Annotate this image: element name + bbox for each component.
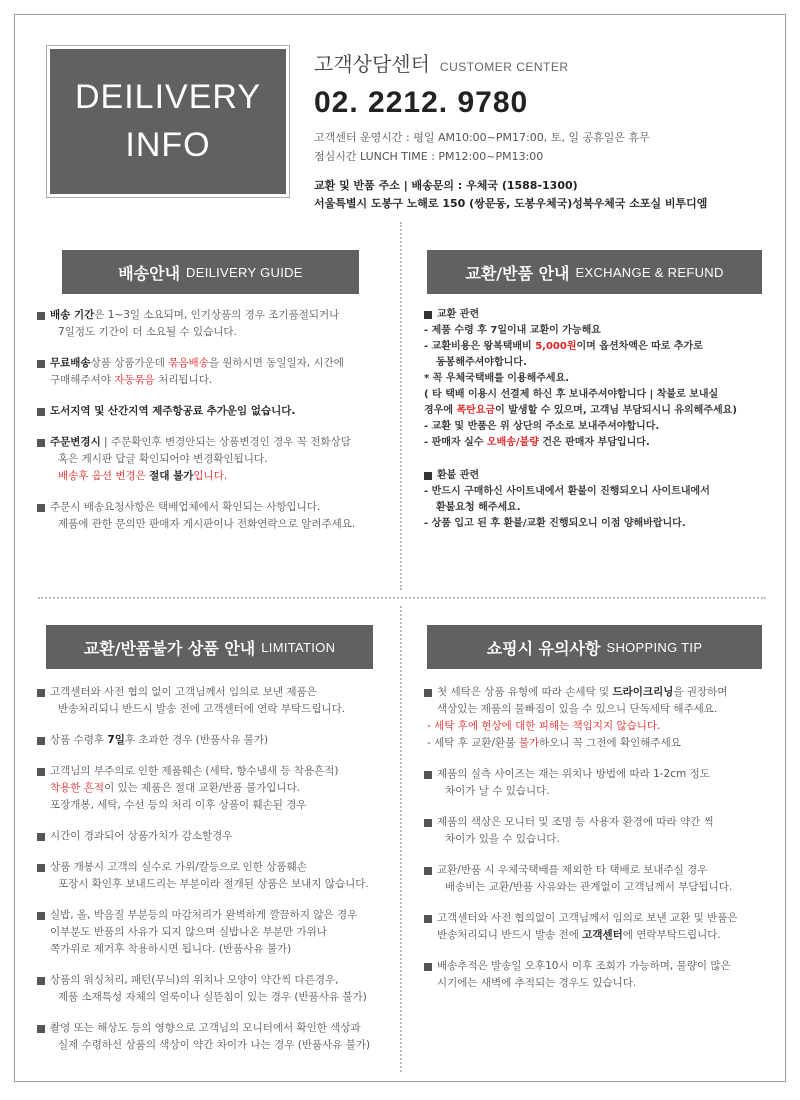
customer-center-phone: 02. 2212. 9780: [314, 86, 529, 119]
exchange-refund-list: [424, 307, 784, 532]
list-item: 무료배송상품 상품가운데 묶음배송을 원하시면 동일일자, 시간에 구매해주셔야 자동묶음 처리됩니다.: [37, 355, 395, 389]
delivery-guide-title-ko: 배송안내: [118, 263, 181, 283]
exchange-refund-title: [427, 250, 762, 294]
shopping-tip-title-en: SHOPPING TIP: [606, 639, 703, 655]
exchange-line: - 판매자 실수 오배송/불량 건은 판매자 부담입니다.: [424, 437, 650, 448]
shopping-tip-list: [424, 684, 784, 1003]
exchange-line: 경우에 폭탄요금이 발생할 수 있으며, 고객님 부담되시니 유의해주세요): [424, 405, 737, 416]
refund-line: 환불요청 해주세요.: [436, 502, 521, 513]
customer-center: [314, 48, 784, 213]
refund-line: - 상품 입고 된 후 환불/교환 진행되오니 이점 양해바랍니다.: [424, 518, 686, 529]
list-item: 제품의 색상은 모니터 및 조명 등 사용자 환경에 따라 약간 씩 차이가 있을 수 있습니다.: [424, 814, 784, 848]
list-item: 고객센터와 사전 협의없이 고객님께서 임의로 보낸 교환 및 반품은 반송처리되니 반드시 발송 전에 고객센터에 연락부탁드립니다.: [424, 910, 784, 944]
return-address: [314, 177, 784, 213]
return-address-line-2: 서울특별시 도봉구 노해로 150 (쌍문동, 도봉우체국)성북우체국 소포실 비투디엠: [314, 197, 708, 210]
delivery-guide-title-en: DEILIVERY GUIDE: [186, 264, 303, 280]
horizontal-divider: [38, 597, 766, 599]
list-item: 고객님의 부주의로 인한 제품훼손 (세탁, 향수냄새 등 착용흔적) 착용한 흔적이 있는 제품은 절대 교환/반품 불가입니다. 포장개봉, 세탁, 수선 등의 처리 이후 상품이 훼손된 경우: [37, 763, 399, 814]
list-item: 촬영 또는 해상도 등의 영향으로 고객님의 모니터에서 확인한 색상과 실제 수령하신 상품의 색상이 약간 차이가 나는 경우 (반품사유 불가): [37, 1020, 399, 1054]
logo-line-1: DEILIVERY: [74, 77, 261, 116]
exchange-line: ( 타 택배 이용시 선결제 하신 후 보내주셔야합니다 | 착불로 보내실: [424, 389, 719, 400]
exchange-refund-title-en: EXCHANGE & REFUND: [575, 264, 724, 280]
vertical-divider-top: [400, 222, 402, 590]
exchange-line: - 교환 및 반품은 위 상단의 주소로 보내주셔야합니다.: [424, 421, 660, 432]
operating-hours: 고객센터 운영시간 : 평일 AM10:00~PM17:00, 토, 일 공휴일은 휴무: [314, 131, 650, 144]
shopping-tip-title: [427, 625, 762, 669]
list-item: 교환/반품 시 우체국택배를 제외한 타 택배로 보내주실 경우 배송비는 교환/반품 사유와는 관계없이 고객님께서 부담됩니다.: [424, 862, 784, 896]
exchange-line: - 교환비용은 왕복택배비 5,000원이며 옵션차액은 따로 추가로: [424, 341, 703, 352]
customer-center-hours: [314, 128, 784, 166]
lunch-time: 점심시간 LUNCH TIME : PM12:00~PM13:00: [314, 150, 544, 163]
exchange-line: 동봉해주셔야합니다.: [436, 357, 527, 368]
list-item: 시간이 경과되어 상품가치가 감소할경우: [37, 828, 399, 845]
limitation-title: [46, 625, 373, 669]
list-item: 상품의 워싱처리, 패턴(무늬)의 위치나 모양이 약간씩 다른경우, 제품 소재특성 자체의 얼룩이나 실뜯침이 있는 경우 (반품사유 불가): [37, 972, 399, 1006]
list-item: 고객센터와 사전 협의 없이 고객님께서 임의로 보낸 제품은 반송처리되니 반드시 발송 전에 고객센터에 연락 부탁드립니다.: [37, 684, 399, 718]
return-address-line-1: 교환 및 반품 주소 | 배송문의 : 우체국 (1588-1300): [314, 179, 578, 192]
customer-center-title-en: CUSTOMER CENTER: [439, 60, 569, 74]
customer-center-title-ko: 고객상담센터: [314, 52, 430, 76]
delivery-guide-list: [37, 307, 395, 544]
list-item: 도서지역 및 산간지역 제주항공료 추가운임 없습니다.: [37, 403, 395, 420]
customer-center-title: [314, 48, 784, 77]
limitation-title-ko: 교환/반품불가 상품 안내: [83, 638, 256, 658]
shopping-tip-title-ko: 쇼핑시 유의사항: [486, 638, 601, 658]
list-item: 배송 기간은 1~3일 소요되며, 인기상품의 경우 조기품절되거나 7일정도 기간이 더 소요될 수 있습니다.: [37, 307, 395, 341]
list-item: 상품 수령후 7일후 초과한 경우 (반품사유 불가): [37, 732, 399, 749]
exchange-refund-title-ko: 교환/반품 안내: [465, 263, 570, 283]
list-item: 상품 개봉시 고객의 실수로 가위/칼등으로 인한 상품훼손 포장시 확인후 보내드리는 부분이라 절개된 상품은 보내지 않습니다.: [37, 859, 399, 893]
delivery-info-logo: [46, 45, 290, 198]
limitation-title-en: LIMITATION: [261, 639, 336, 655]
list-item: 첫 세탁은 상품 유형에 따라 손세탁 및 드라이크리닝을 권장하며 색상있는 제품의 물빠짐이 있을 수 있으니 단독세탁 해주세요. - 세탁 후에 현상에 대한 피해는 책임지지 않습니다. - 세탁 후 교환/환불 불가하오니 꼭 그전에 확인해주세요: [424, 684, 784, 752]
vertical-divider-bottom: [400, 606, 402, 1072]
exchange-line: - 제품 수령 후 7일이내 교환이 가능해요: [424, 325, 601, 336]
delivery-guide-title: [62, 250, 359, 294]
list-item: 실밥, 올, 박음질 부분등의 마감처리가 완벽하게 깔끔하지 않은 경우 이부분도 반품의 사유가 되지 않으며 실밥나온 부분만 가위나 쪽가위로 제거후 착용하시면 됩니다. (반품사유 불가): [37, 907, 399, 958]
refund-heading: 환불 관련: [424, 468, 784, 484]
list-item: 주문변경시 | 주문확인후 변경안되는 상품변경인 경우 꼭 전화상담 혹은 게시판 답글 확인되어야 변경확인됩니다. 배송후 옵션 변경은 절대 불가입니다.: [37, 434, 395, 485]
logo-line-2: INFO: [125, 125, 211, 164]
refund-line: - 반드시 구매하신 사이트내에서 환불이 진행되오니 사이트내에서: [424, 486, 710, 497]
exchange-heading: 교환 관련: [424, 307, 784, 323]
list-item: 배송추적은 발송일 오후10시 이후 조회가 가능하며, 물량이 많은 시기에는 새벽에 추적되는 경우도 있습니다.: [424, 958, 784, 992]
list-item: 제품의 실측 사이즈는 재는 위치나 방법에 따라 1-2cm 정도 차이가 날 수 있습니다.: [424, 766, 784, 800]
list-item: 주문시 배송요청사항은 택배업체에서 확인되는 사항입니다. 제품에 관한 문의만 판매자 게시판이나 전화연락으로 알려주세요.: [37, 499, 395, 533]
exchange-line: * 꼭 우체국택배를 이용해주세요.: [424, 373, 570, 384]
limitation-list: [37, 684, 399, 1065]
